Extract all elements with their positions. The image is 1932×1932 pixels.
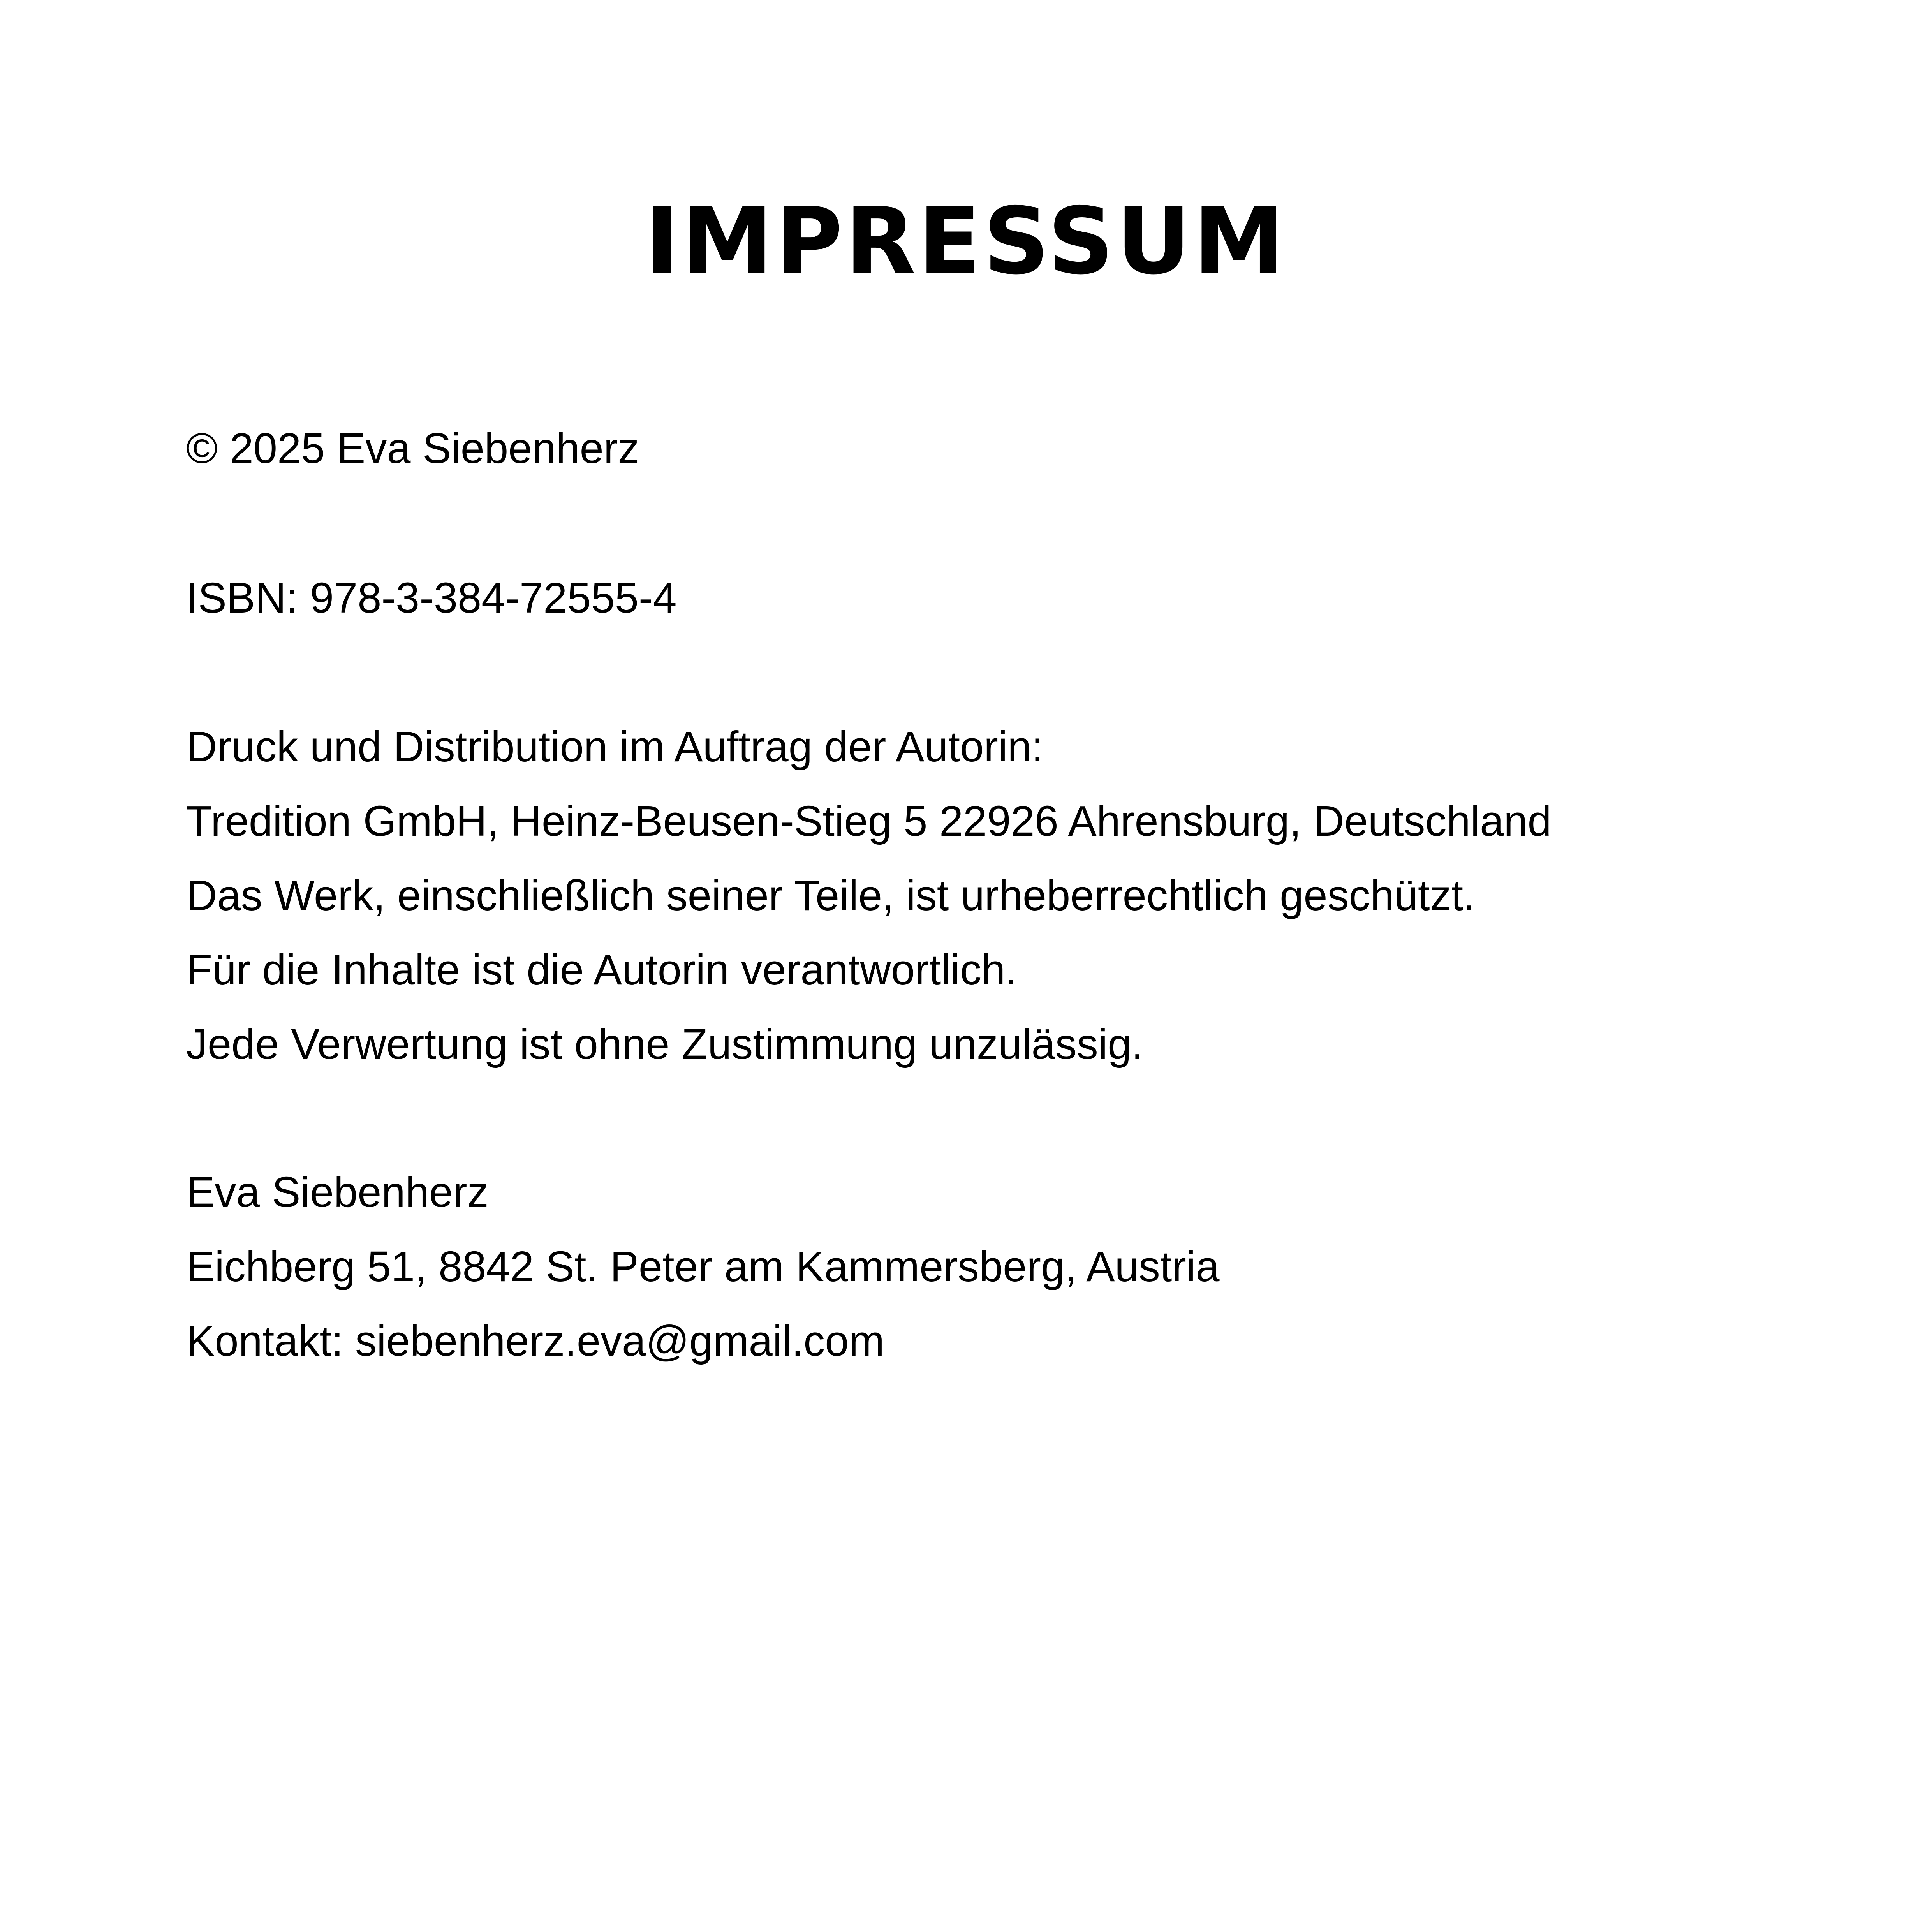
print-distribution-block <box>186 710 1861 1081</box>
print-line-responsibility: Für die Inhalte ist die Autorin verantwortlich. <box>186 946 1017 994</box>
print-line-usage-restriction: Jede Verwertung ist ohne Zustimmung unzulässig. <box>186 1020 1143 1068</box>
copyright-notice: © 2025 Eva Siebenherz <box>186 424 639 472</box>
author-address: Eichberg 51, 8842 St. Peter am Kammersberg, Austria <box>186 1243 1220 1291</box>
author-contact-block <box>186 1155 1861 1378</box>
page-title: IMPRESSUM <box>645 188 1287 295</box>
author-name: Eva Siebenherz <box>186 1168 489 1216</box>
print-line-copyright-protection: Das Werk, einschließlich seiner Teile, ist urheberrechtlich geschützt. <box>186 872 1475 919</box>
copyright-block <box>186 411 1861 486</box>
print-line-publisher-address: Tredition GmbH, Heinz-Beusen-Stieg 5 22926 Ahrensburg, Deutschland <box>186 797 1552 845</box>
isbn-block <box>186 561 1861 635</box>
isbn-number: ISBN: 978-3-384-72555-4 <box>186 574 677 622</box>
author-contact: Kontakt: siebenherz.eva@gmail.com <box>186 1317 885 1365</box>
print-line-commission: Druck und Distribution im Auftrag der Autorin: <box>186 723 1044 771</box>
